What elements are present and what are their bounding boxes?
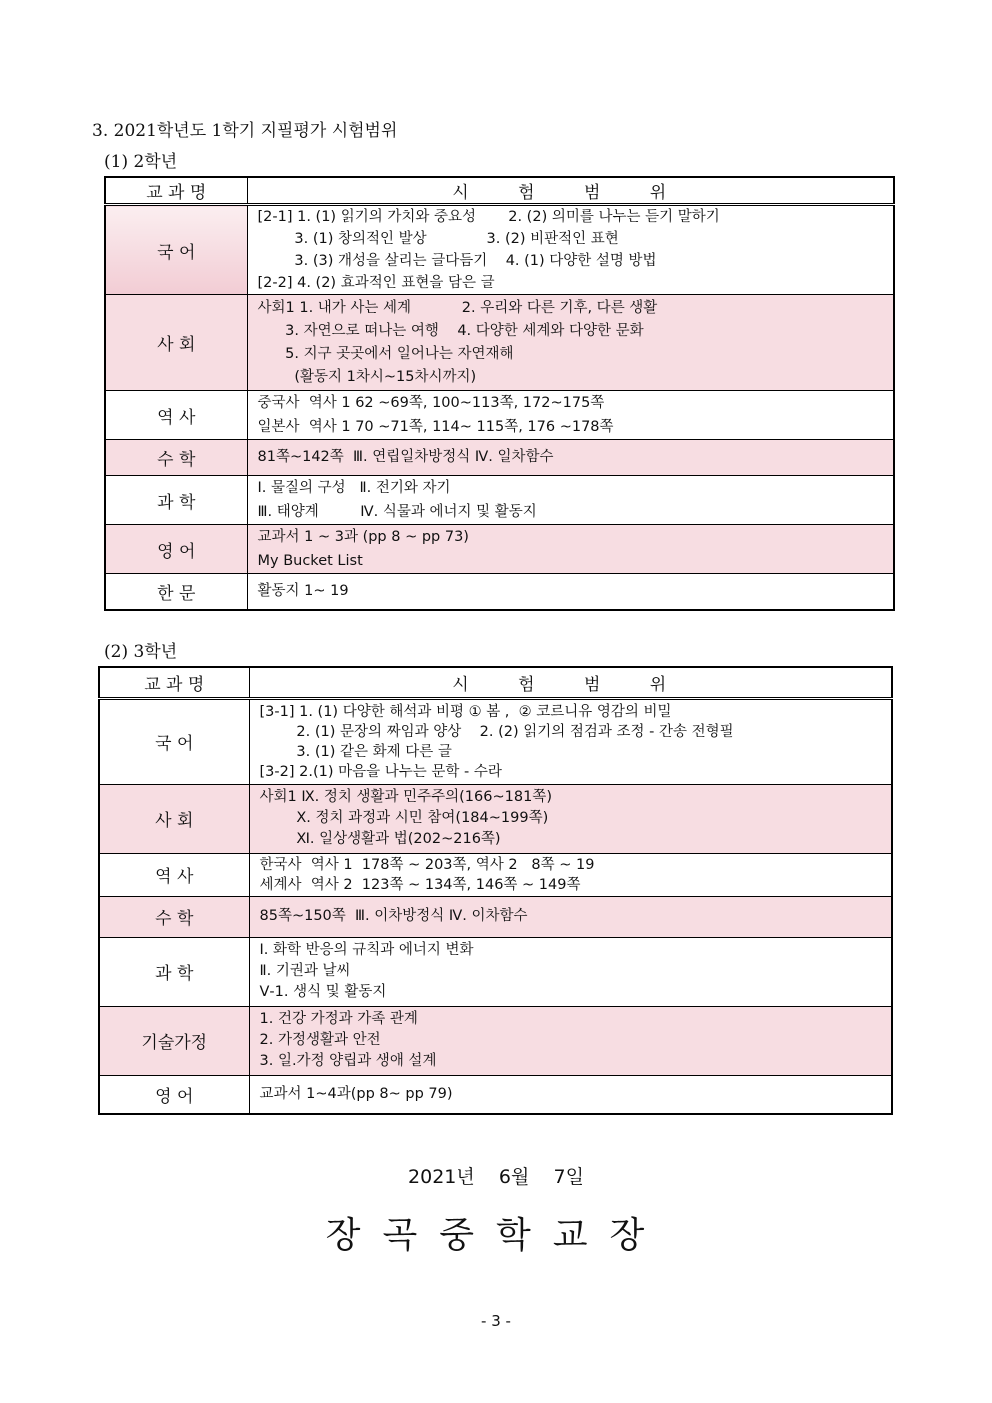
- principal-signature: 장곡중학교장: [325, 1215, 667, 1256]
- subject-cell: 사 회: [99, 784, 249, 853]
- range-cell: Ⅰ. 물질의 구성 Ⅱ. 전기와 자기 Ⅲ. 태양계 Ⅳ. 식물과 에너지 및 활동지: [247, 476, 894, 525]
- table-row: [105, 525, 894, 574]
- grade2-exam-range-table: [104, 176, 895, 611]
- subject-cell: 역 사: [99, 853, 249, 896]
- range-cell: [2-1] 1. (1) 읽기의 가치와 중요성 2. (2) 의미를 나누는 듣기 말하기 3. (1) 창의적인 발상 3. (2) 비판적인 표현 3. (3) 개성을 살리는 글다듬기 4. (1) 다양한 설명 방법 [2-2] 4. (2) 효과적인 표현을 담은 글: [247, 205, 894, 295]
- range-cell: 사회1 1. 내가 사는 세계 2. 우리와 다른 기후, 다른 생활 3. 자연으로 떠나는 여행 4. 다양한 세계와 다양한 문화 5. 지구 곳곳에서 일어나는 자연재해 (활동지 1차시~15차시까지): [247, 295, 894, 391]
- subject-cell: 과 학: [99, 937, 249, 1006]
- range-header: 시 험 범 위: [249, 667, 892, 698]
- range-cell: 사회1 Ⅸ. 정치 생활과 민주주의(166~181쪽) Ⅹ. 정치 과정과 시민 참여(184~199쪽) Ⅺ. 일상생활과 법(202~216쪽): [249, 784, 892, 853]
- grade3-exam-range-table: [98, 666, 893, 1115]
- range-cell: [3-1] 1. (1) 다양한 해석과 비평 ① 봄 , ② 코르니유 영감의 비밀 2. (1) 문장의 짜임과 양상 2. (2) 읽기의 점검과 조정 - 간송 전형필 3. (1) 같은 화제 다른 글 [3-2] 2.(1) 마음을 나누는 문학 - 수라: [249, 698, 892, 784]
- table-row: [105, 391, 894, 440]
- range-cell: 활동지 1~ 19: [247, 574, 894, 610]
- range-cell: Ⅰ. 화학 반응의 규칙과 에너지 변화 Ⅱ. 기권과 날씨 Ⅴ-1. 생식 및 활동지: [249, 937, 892, 1006]
- table-header-row: [99, 667, 892, 698]
- page-number: - 3 -: [481, 1312, 511, 1330]
- subject-cell: 영 어: [99, 1075, 249, 1114]
- range-cell: 한국사 역사 1 178쪽 ~ 203쪽, 역사 2 8쪽 ~ 19 세계사 역사 2 123쪽 ~ 134쪽, 146쪽 ~ 149쪽: [249, 853, 892, 896]
- table-row: [99, 1075, 892, 1114]
- issue-date: 2021년 6월 7일: [408, 1166, 584, 1188]
- range-cell: 85쪽~150쪽 Ⅲ. 이차방정식 Ⅳ. 이차함수: [249, 896, 892, 937]
- subject-cell: 수 학: [105, 440, 247, 476]
- subject-cell: 기술가정: [99, 1006, 249, 1075]
- table-row: [99, 896, 892, 937]
- subject-cell: 영 어: [105, 525, 247, 574]
- table-row: [105, 574, 894, 610]
- subject-header: 교 과 명: [105, 177, 247, 205]
- table-row: [99, 1006, 892, 1075]
- table-header-row: [105, 177, 894, 205]
- subject-cell: 한 문: [105, 574, 247, 610]
- table-row: [99, 937, 892, 1006]
- range-header: 시 험 범 위: [247, 177, 894, 205]
- section-title: 3. 2021학년도 1학기 지필평가 시험범위: [92, 121, 398, 141]
- table-row: [105, 295, 894, 391]
- table-row: [99, 698, 892, 784]
- subject-cell: 국 어: [99, 698, 249, 784]
- subject-cell: 사 회: [105, 295, 247, 391]
- subject-cell: 역 사: [105, 391, 247, 440]
- table-row: [105, 440, 894, 476]
- table-row: [99, 784, 892, 853]
- table-row: [105, 476, 894, 525]
- grade2-title: (1) 2학년: [104, 152, 178, 172]
- range-cell: 중국사 역사 1 62 ~69쪽, 100~113쪽, 172~175쪽 일본사 역사 1 70 ~71쪽, 114~ 115쪽, 176 ~178쪽: [247, 391, 894, 440]
- subject-header: 교 과 명: [99, 667, 249, 698]
- subject-cell: 수 학: [99, 896, 249, 937]
- range-cell: 1. 건강 가정과 가족 관계 2. 가정생활과 안전 3. 일.가정 양립과 생애 설계: [249, 1006, 892, 1075]
- table-row: [99, 853, 892, 896]
- grade3-title: (2) 3학년: [104, 642, 178, 662]
- table-row: [105, 205, 894, 295]
- subject-cell: 국 어: [105, 205, 247, 295]
- subject-cell: 과 학: [105, 476, 247, 525]
- range-cell: 81쪽~142쪽 Ⅲ. 연립일차방정식 Ⅳ. 일차함수: [247, 440, 894, 476]
- range-cell: 교과서 1 ~ 3과 (pp 8 ~ pp 73) My Bucket List: [247, 525, 894, 574]
- range-cell: 교과서 1~4과(pp 8~ pp 79): [249, 1075, 892, 1114]
